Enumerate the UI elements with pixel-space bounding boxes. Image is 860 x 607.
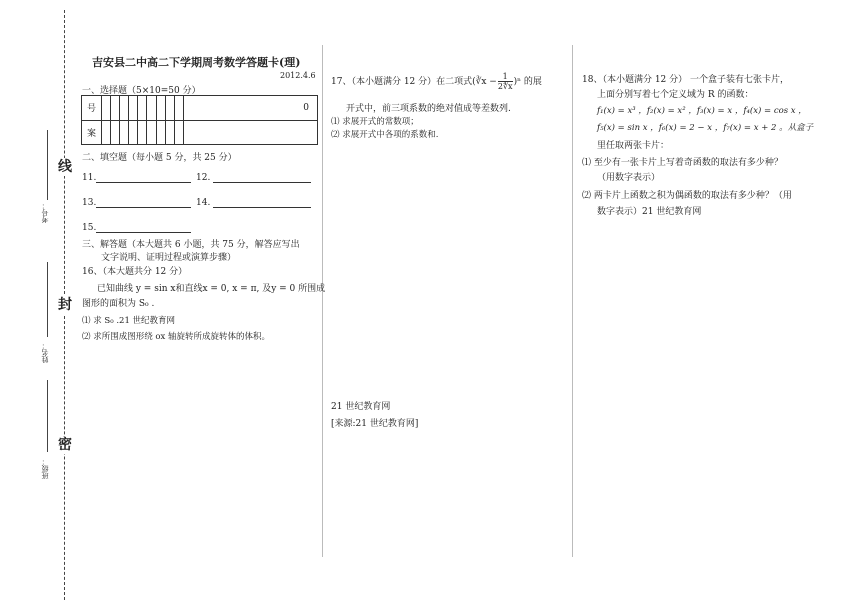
q16-heading: 16、（本大题共分 12 分） [82,267,188,277]
q18-functions-2: f₅(x) = sin x ，f₆(x) = 2 − x ，f₇(x) = x + 2 。从盒子 [597,123,814,133]
q16-text: 已知曲线 y = sin x和直线x = 0, x = π, 及y = 0 所围成 [97,284,326,294]
q17-heading-tail: )ⁿ 的展 [513,77,542,87]
fill-item-13 [82,198,191,208]
fill-blank-15[interactable] [96,232,191,233]
page-title: 吉安县二中高二下学期周考数学答题卡(理) [92,56,301,69]
exam-date: 2012.4.6 [280,71,316,80]
q17-heading-text: 17、（本小题满分 12 分）在二项式(∛x − [331,77,497,87]
fill-blank-13[interactable] [96,207,191,208]
class-label: 班级： [41,458,49,479]
fill-item-label: 15. [82,223,97,233]
answer-cell[interactable] [102,96,111,121]
q17-heading [331,72,542,91]
q17-part1: ⑴ 求展开式的常数项； [331,117,419,127]
fill-item-label: 13. [82,198,97,208]
answer-cell[interactable] [102,120,111,145]
q16-text-cont: 图形的面积为 S₀ . [82,299,155,309]
class-line [47,380,48,452]
fill-item-label: 11. [82,173,97,183]
answer-cell[interactable] [147,96,156,121]
section-fill-title: 二、填空题（每小题 5 分，共 25 分） [82,153,237,163]
answer-cell[interactable] [156,120,165,145]
q17-note: 21 世纪教育网 [331,402,391,412]
q16-part1: ⑴ 求 S₀ .21 世纪教育网 [82,316,176,326]
answer-grid-row-label: 号 [82,96,102,121]
answer-grid [81,95,318,145]
fill-item-label: 12. [196,173,211,183]
q18-part1: ⑴ 至少有一张卡片上写着奇函数的取法有多少种？ [582,158,783,168]
fill-item-14 [196,198,311,208]
answer-grid-row-label: 案 [82,120,102,145]
fill-item-label: 14. [196,198,211,208]
answer-cell[interactable] [183,120,317,145]
seal-char-xian: 线 [58,159,72,175]
seal-char-mi: 密 [58,437,72,453]
fill-item-12 [196,173,311,183]
column-separator-2 [572,45,573,557]
answer-cell[interactable] [138,120,147,145]
name-line [47,262,48,337]
fill-blank-11[interactable] [96,182,191,183]
q18-text-cont: 里任取两张卡片： [597,141,670,151]
answer-cell[interactable] [111,96,120,121]
answer-cell[interactable] [120,120,129,145]
answer-cell[interactable]: 0 [183,96,317,121]
fill-blank-12[interactable] [213,182,311,183]
answer-cell[interactable] [174,120,183,145]
fill-blank-14[interactable] [213,207,311,208]
answer-cell[interactable] [111,120,120,145]
q17-fraction [498,72,513,91]
section-choice-title: 一、选择题（5×10=50 分） [82,86,201,96]
q18-part2-cont: 数字表示）21 世纪教育网 [597,207,702,217]
q17-fraction-den: 2∜x [497,82,513,91]
fill-item-11 [82,173,191,183]
section-answer-subtitle: 文字说明、证明过程或演算步骤） [101,253,237,263]
seal-char-feng: 封 [58,297,72,313]
q18-part2: ⑵ 两卡片上函数之积为偶函数的取法有多少种？（用 [582,191,792,201]
q16-part2: ⑵ 求所围成图形绕 ox 轴旋转所成旋转体的体积。 [82,332,271,342]
answer-cell[interactable] [165,96,174,121]
exam-number-line [47,130,48,200]
answer-cell[interactable] [147,120,156,145]
q18-heading: 18、（本小题满分 12 分） 一个盒子装有七张卡片， [582,75,789,85]
q18-part1-cont: （用数字表示） [597,173,661,183]
q18-functions-1: f₁(x) = x³ ，f₂(x) = x² ，f₃(x) = x ，f₄(x) = cos x ， [597,106,807,116]
section-answer-title: 三、解答题（本大题共 6 小题，共 75 分，解答应写出 [82,240,300,250]
answer-cell[interactable] [174,96,183,121]
q18-text: 上面分别写着七个定义域为 R 的函数： [597,90,754,100]
answer-cell[interactable] [156,96,165,121]
exam-number-label: 考号： [41,202,49,223]
q17-source-note: [来源:21 世纪教育网] [331,419,419,429]
name-label: 姓名： [41,342,49,363]
fill-item-15 [82,223,191,233]
answer-cell[interactable] [129,120,138,145]
q17-part2: ⑵ 求展开式中各项的系数和. [331,130,439,140]
answer-cell[interactable] [138,96,147,121]
q17-fraction-num: 1 [498,72,513,82]
q17-text: 开式中，前三项系数的绝对值成等差数列. [346,104,511,114]
answer-cell[interactable] [129,96,138,121]
answer-cell[interactable] [120,96,129,121]
answer-cell[interactable] [165,120,174,145]
column-separator-1 [322,45,323,557]
